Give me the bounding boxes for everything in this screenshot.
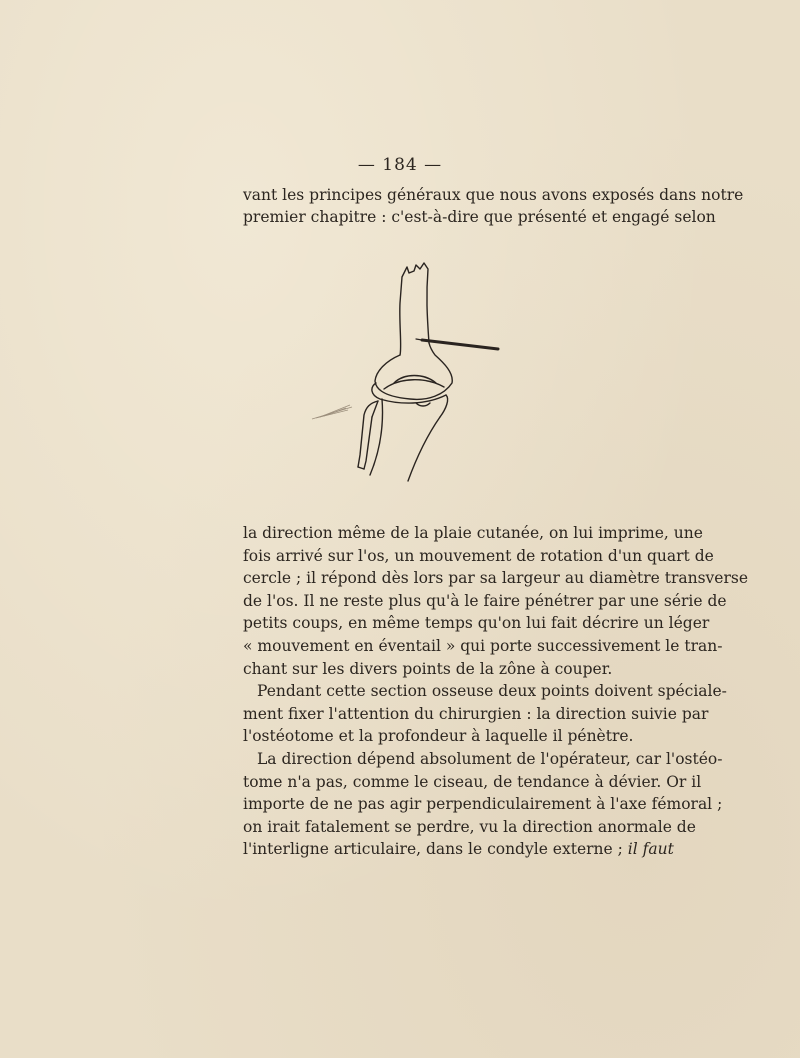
text-line: importe de ne pas agir perpendiculairement à l'axe fémoral ; [243, 795, 723, 814]
italic-text: il faut [627, 840, 674, 859]
text-line-with-italic [243, 838, 674, 861]
top-paragraph [243, 184, 744, 228]
text-line: La direction dépend absolument de l'opérateur, car l'ostéo- [257, 749, 723, 768]
text-line: la direction même de la plaie cutanée, on lui imprime, une [243, 524, 703, 542]
text-line: premier chapitre : c'est-à-dire que présenté et engagé selon [243, 208, 716, 226]
text-line: de l'os. Il ne reste plus qu'à le faire pénétrer par une série de [243, 591, 727, 610]
text-line: l'ostéotome et la profondeur à laquelle il pénètre. [243, 727, 634, 746]
body-text [243, 522, 749, 861]
page-number: — 184 — [357, 155, 443, 175]
text-line: tome n'a pas, comme le ciseau, de tendance à dévier. Or il [243, 772, 702, 791]
text-line: fois arrivé sur l'os, un mouvement de rotation d'un quart de [243, 546, 714, 565]
text-line: petits coups, en même temps qu'on lui fait décrire un léger [243, 614, 710, 633]
text-line: ment fixer l'attention du chirurgien : la direction suivie par [243, 704, 709, 723]
text-line: vant les principes généraux que nous avons exposés dans notre [243, 186, 744, 204]
text-line: cercle ; il répond dès lors par sa largeur au diamètre transverse [243, 569, 749, 588]
text-segment: l'interligne articulaire, dans le condyle externe ; [243, 840, 623, 859]
text-line: on irait fatalement se perdre, vu la direction anormale de [243, 817, 696, 836]
text-line: « mouvement en éventail » qui porte successivement le tran- [243, 636, 723, 655]
text-line: chant sur les divers points de la zône à couper. [243, 659, 613, 678]
knee-osteotomy-sketch-icon [230, 255, 520, 490]
text-line: Pendant cette section osseuse deux points doivent spéciale- [257, 682, 727, 701]
